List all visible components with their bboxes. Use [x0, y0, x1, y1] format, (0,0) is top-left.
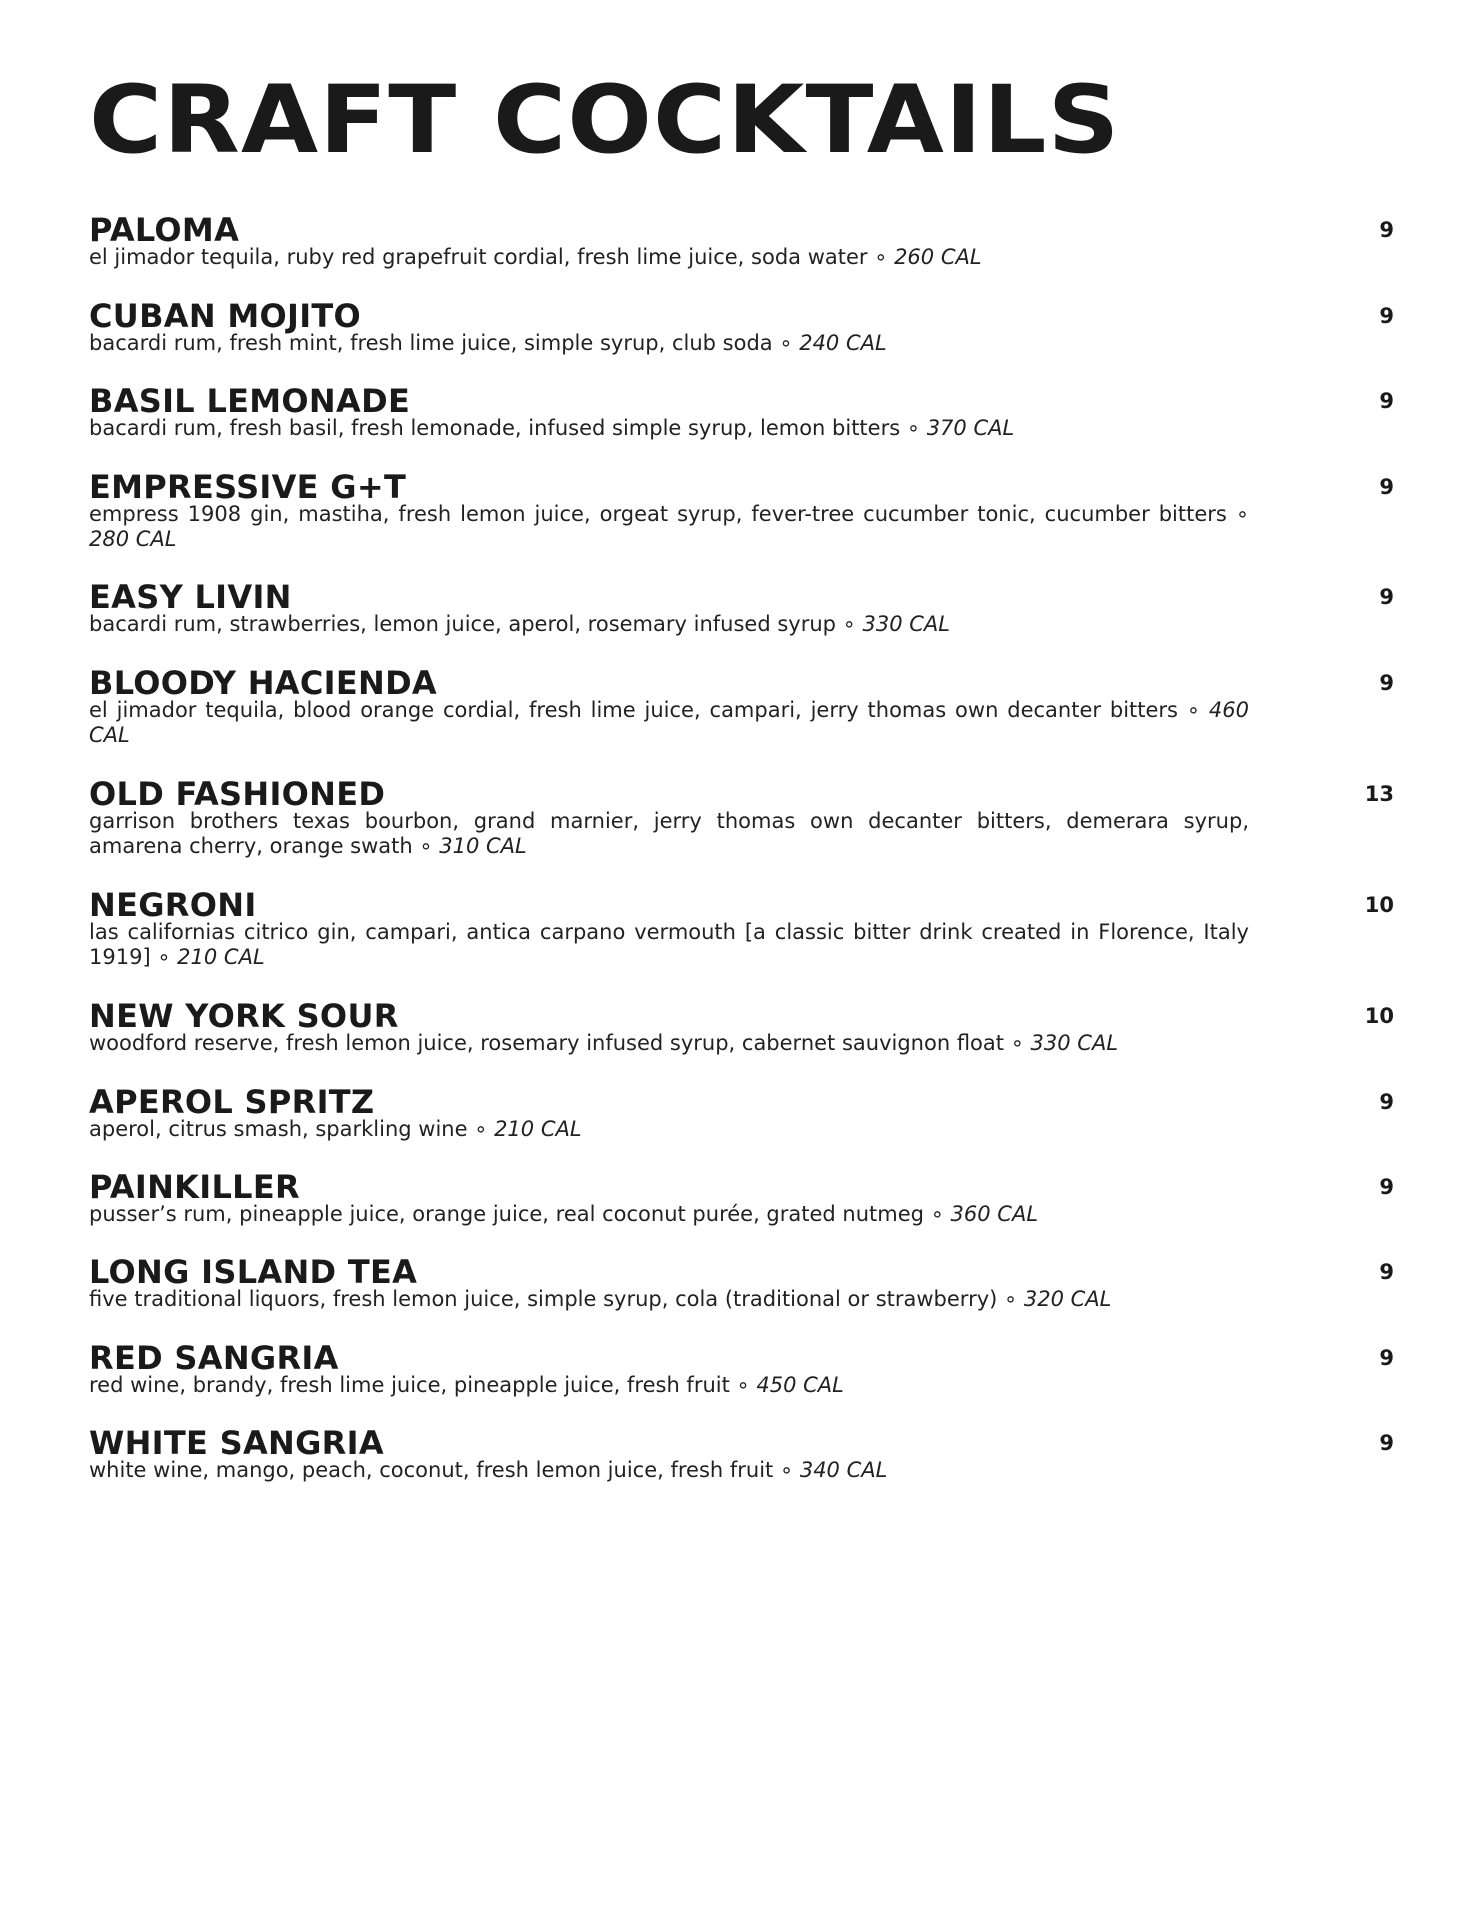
item-ingredients: pusser’s rum, pineapple juice, orange juice, real coconut purée, grated nutmeg: [89, 1202, 924, 1226]
item-price: 9: [1379, 1346, 1394, 1370]
separator-glyph: ∘: [474, 1117, 488, 1141]
item-description: [89, 809, 1249, 859]
menu-item: [89, 1339, 1394, 1398]
item-calories: 330 CAL: [1030, 1031, 1119, 1055]
separator-glyph: ∘: [1004, 1287, 1018, 1311]
item-price: 9: [1379, 1431, 1394, 1455]
item-name: NEGRONI: [89, 886, 257, 924]
item-calories: 330 CAL: [862, 612, 951, 636]
item-description: [89, 502, 1249, 552]
item-price: 9: [1379, 1260, 1394, 1284]
item-calories: 210 CAL: [177, 945, 265, 969]
menu-item: [89, 1253, 1394, 1312]
menu-item: [89, 297, 1394, 356]
item-ingredients: el jimador tequila, blood orange cordial, fresh lime juice, campari, jerry thomas own decanter bitters: [89, 698, 1178, 722]
item-name: NEW YORK SOUR: [89, 997, 399, 1035]
item-price: 9: [1379, 671, 1394, 695]
item-price: 9: [1379, 1175, 1394, 1199]
item-ingredients: empress 1908 gin, mastiha, fresh lemon juice, orgeat syrup, fever-tree cucumber tonic, cucumber bitters: [89, 502, 1227, 526]
item-calories: 450 CAL: [756, 1373, 844, 1397]
item-ingredients: aperol, citrus smash, sparkling wine: [89, 1117, 468, 1141]
item-calories: 240 CAL: [799, 331, 887, 355]
menu-item: [89, 664, 1394, 748]
item-ingredients: woodford reserve, fresh lemon juice, rosemary infused syrup, cabernet sauvignon float: [89, 1031, 1004, 1055]
item-price: 9: [1379, 1090, 1394, 1114]
item-ingredients: bacardi rum, strawberries, lemon juice, aperol, rosemary infused syrup: [89, 612, 836, 636]
item-name: RED SANGRIA: [89, 1339, 339, 1377]
item-calories: 360 CAL: [950, 1202, 1039, 1226]
item-price: 9: [1379, 218, 1394, 242]
separator-glyph: ∘: [157, 945, 171, 969]
menu-item: [89, 1424, 1394, 1483]
separator-glyph: ∘: [1235, 502, 1249, 526]
item-name: BLOODY HACIENDA: [89, 664, 437, 702]
menu-item: [89, 1168, 1394, 1227]
item-price: 9: [1379, 304, 1394, 328]
menu-item: [89, 211, 1394, 270]
item-name: LONG ISLAND TEA: [89, 1253, 418, 1291]
separator-glyph: ∘: [779, 1458, 794, 1482]
item-price: 10: [1364, 893, 1394, 917]
item-name: CUBAN MOJITO: [89, 297, 362, 335]
item-calories: 280 CAL: [89, 527, 177, 551]
item-price: 13: [1364, 782, 1394, 806]
separator-glyph: ∘: [1010, 1031, 1024, 1055]
item-name: WHITE SANGRIA: [89, 1424, 384, 1462]
item-ingredients: garrison brothers texas bourbon, grand marnier, jerry thomas own decanter bitters, demerara syrup, amarena cherry, orange swath: [89, 809, 1249, 858]
item-name: BASIL LEMONADE: [89, 382, 411, 420]
separator-glyph: ∘: [906, 416, 920, 440]
item-price: 9: [1379, 475, 1394, 499]
separator-glyph: ∘: [842, 612, 856, 636]
item-calories: 340 CAL: [799, 1458, 888, 1482]
menu-item: [89, 468, 1394, 552]
item-ingredients: red wine, brandy, fresh lime juice, pineapple juice, fresh fruit: [89, 1373, 730, 1397]
separator-glyph: ∘: [1186, 698, 1201, 722]
item-calories: 460 CAL: [89, 698, 1249, 747]
menu-item: [89, 997, 1394, 1056]
item-description: [89, 698, 1249, 748]
item-name: EMPRESSIVE G+T: [89, 468, 407, 506]
menu-item: [89, 1083, 1394, 1142]
separator-glyph: ∘: [930, 1202, 944, 1226]
item-calories: 210 CAL: [494, 1117, 582, 1141]
separator-glyph: ∘: [419, 834, 433, 858]
item-price: 9: [1379, 389, 1394, 413]
item-name: APEROL SPRITZ: [89, 1083, 375, 1121]
item-price: 9: [1379, 585, 1394, 609]
item-name: PALOMA: [89, 211, 240, 249]
item-ingredients: las californias citrico gin, campari, antica carpano vermouth [a classic bitter drink created in Florence, Italy 1919]: [89, 920, 1249, 969]
separator-glyph: ∘: [779, 331, 793, 355]
item-calories: 370 CAL: [926, 416, 1015, 440]
item-name: EASY LIVIN: [89, 578, 292, 616]
menu-item: [89, 578, 1394, 637]
item-ingredients: bacardi rum, fresh basil, fresh lemonade, infused simple syrup, lemon bitters: [89, 416, 901, 440]
item-price: 10: [1364, 1004, 1394, 1028]
menu-item: [89, 382, 1394, 441]
item-ingredients: white wine, mango, peach, coconut, fresh lemon juice, fresh fruit: [89, 1458, 774, 1482]
item-ingredients: el jimador tequila, ruby red grapefruit cordial, fresh lime juice, soda water: [89, 245, 868, 269]
item-ingredients: bacardi rum, fresh mint, fresh lime juice, simple syrup, club soda: [89, 331, 773, 355]
item-calories: 310 CAL: [439, 834, 527, 858]
separator-glyph: ∘: [736, 1373, 750, 1397]
item-name: PAINKILLER: [89, 1168, 300, 1206]
menu-item: [89, 886, 1394, 970]
item-ingredients: five traditional liquors, fresh lemon juice, simple syrup, cola (traditional or strawberry): [89, 1287, 998, 1311]
item-calories: 260 CAL: [894, 245, 982, 269]
item-description: [89, 920, 1249, 970]
item-calories: 320 CAL: [1023, 1287, 1112, 1311]
menu-item: [89, 775, 1394, 859]
separator-glyph: ∘: [874, 245, 888, 269]
menu-title: CRAFT COCKTAILS: [89, 66, 1121, 175]
item-name: OLD FASHIONED: [89, 775, 386, 813]
